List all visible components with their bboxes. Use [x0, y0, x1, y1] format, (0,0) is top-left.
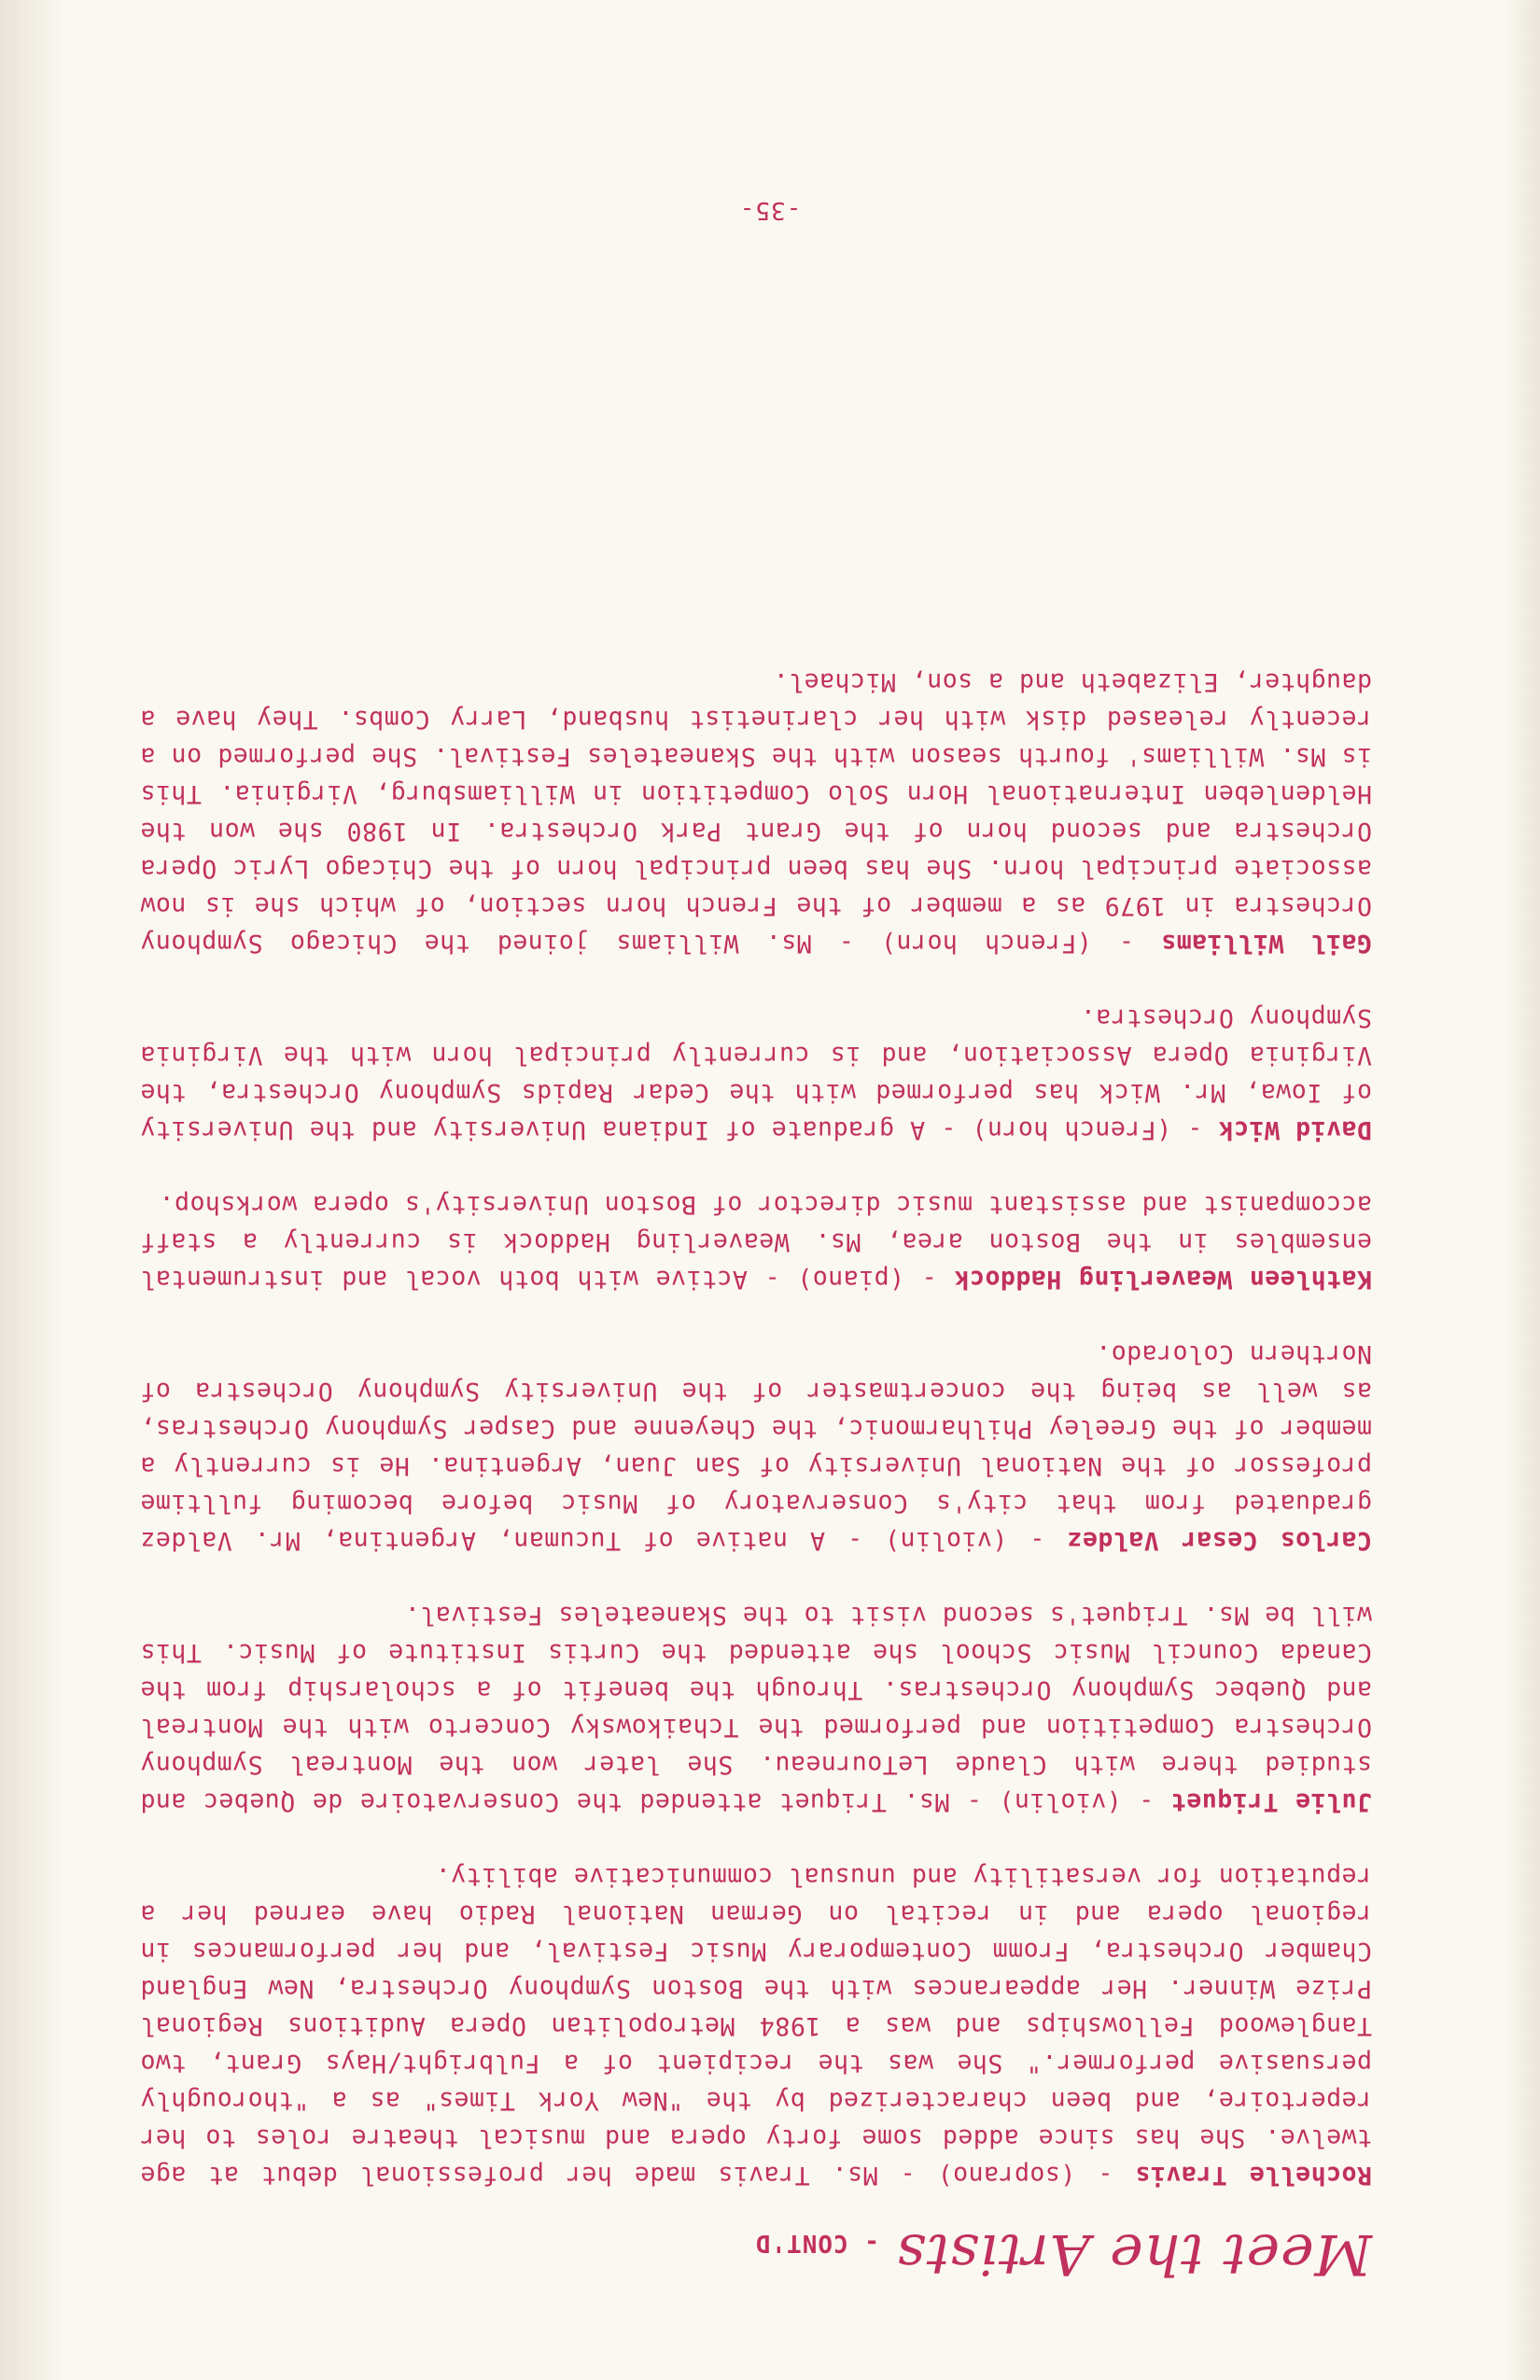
bio-text: - (soprano) - Ms. Travis made her professional debut at age twelve. She has since added some forty opera and musical theatre roles to her repertoire, and been characterized by the "New York Times" as a "thoroughly persuasive performer." She was the recipient of a Fulbright/Hays Grant, two Tanglewood Fellowships and was a 1984 Metropolitan Opera Auditions Regional Prize Winner. Her appearances with the Boston Symphony Orchestra, New England Chamber Orchestra, Fromm Contemporary Music Festival, and her performances in regional opera and in recital on German National Radio have earned her a reputation for versatility and unusual communicative ability. — [140, 1862, 1372, 2190]
bio-gail-williams — [140, 663, 1372, 961]
bio-kathleen-weaverling-haddock — [140, 1185, 1372, 1297]
page-number: -35- — [738, 196, 802, 224]
header-continued: - CONT'D — [754, 2229, 880, 2257]
bio-name: Gail Williams — [1160, 929, 1372, 958]
bio-name: Rochelle Travis — [1135, 2161, 1372, 2190]
bio-name: Carlos Cesar Valdez — [1067, 1526, 1372, 1555]
bio-text: - (French horn) - Ms. Williams joined the Chicago Symphony Orchestra in 1979 as a member of the French horn section, of which she is now associate principal horn. She has been principal horn of the Chicago Lyric Opera Orchestra and second horn of the Grant Park Orchestra. In 1980 she won the Heldenleben International Horn Solo Competition in Williamsburg, Virginia. This is Ms. Williams' fourth season with the Skaneateles Festival. She performed on a recently released disk with her clarinetist husband, Larry Combs. They have a daughter, Elizabeth and a son, Michael. — [140, 667, 1372, 958]
artist-bios — [140, 625, 1372, 2193]
bio-carlos-cesar-valdez — [140, 1335, 1372, 1559]
bio-text: - (piano) - Active with both vocal and instrumental ensembles in the Boston area, Ms. Weaverling Haddock is currently a staff accompanist and assistant music director of Boston University's opera workshop. — [140, 1190, 1372, 1294]
bio-name: David Wick — [1218, 1115, 1372, 1144]
bio-julie-triquet — [140, 1596, 1372, 1820]
bio-text: - (violin) - Ms. Triquet attended the Conservatoire de Quebec and studied there with Claude LeTourneau. She later won the Montreal Symphony Orchestra Competition and performed the Tchaikowsky Concerto with the Montreal and Quebec Symphony Orchestras. Through the benefit of a scholarship from the Canada Council Music School she attended the Curtis Institute of Music. This will be Ms. Triquet's second visit to the Skaneateles Festival. — [140, 1601, 1372, 1816]
bio-name: Julie Triquet — [1170, 1787, 1372, 1816]
header-title: Meet the Artists — [896, 2221, 1372, 2287]
bio-text: - (violin) - A native of Tucuman, Argentina, Mr. Valdez graduated from that city's Conservatory of Music before becoming fulltime professor of the National University of San Juan, Argentina. He is currently a member of the Greeley Philharmonic, the Cheyenne and Casper Symphony Orchestras, as well as being the concertmaster of the University Symphony Orchestra of Northern Colorado. — [140, 1339, 1372, 1555]
bio-rochelle-travis — [140, 1857, 1372, 2193]
bio-text: - (French horn) - A graduate of Indiana University and the University of Iowa, Mr. Wick has performed with the Cedar Rapids Symphony Orchestra, the Virginia Opera Association, and is currently principal horn with the Virginia Symphony Orchestra. — [140, 1003, 1372, 1144]
bio-name: Kathleen Weaverling Haddock — [954, 1265, 1372, 1294]
bio-david-wick — [140, 999, 1372, 1148]
page-header — [159, 2203, 1372, 2287]
